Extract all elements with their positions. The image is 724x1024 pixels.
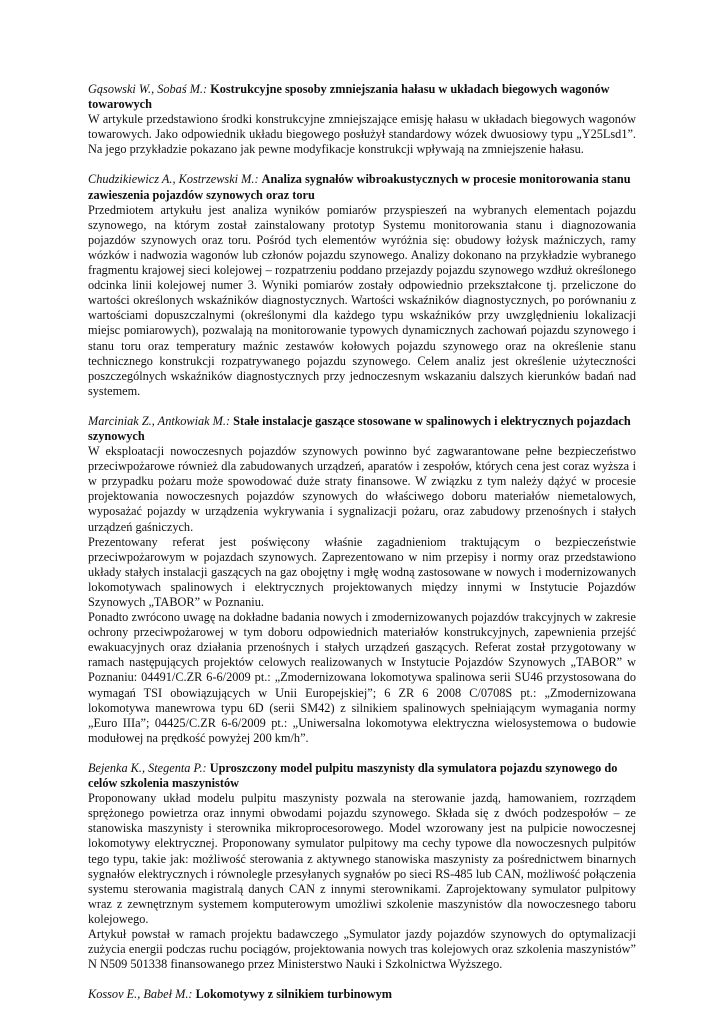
entry-paragraph: Prezentowany referat jest poświęcony właśnie zagadnieniom traktującym o bezpieczeństwie przeciwpożarowym w pojazdach szynowych. Zaprezentowano w nim przepisy i normy oraz przedstawiono układy stałych instalacji gaszących na gaz obojętny i mgłę wodną zastosowane w nowych i modernizowanych lokomotywach spalinowych i elektrycznych projektowanych między innymi w Instytucie Pojazdów Szynowych „TABOR” w Poznaniu. — [88, 534, 636, 609]
entry-heading — [88, 761, 636, 791]
entry-authors: Chudzikiewicz A., Kostrzewski M.: — [88, 172, 259, 187]
entry-title: Analiza sygnałów wibroakustycznych w procesie monitorowania stanu zawieszenia pojazdów szynowych oraz toru — [88, 172, 631, 202]
entry-paragraph: Ponadto zwrócono uwagę na dokładne badania nowych i zmodernizowanych pojazdów trakcyjnych w zakresie ochrony przeciwpożarowej w tym doboru odpowiednich materiałów konstrukcyjnych, zapewnienia przejść ewakuacyjnych oraz działania przenośnych i stałych urządzeń gaszących. Referat został przygotowany w ramach następujących projektów celowych realizowanych w Instytucie Pojazdów Szynowych „TABOR” w Poznaniu: 04491/C.ZR 6-6/2009 pt.: „Zmodernizowana lokomotywa spalinowa serii SU46 przystosowana do wymagań TSI obowiązujących w Unii Europejskiej”; 6 ZR 6 2008 C/0708S pt.: „Zmodernizowana lokomotywa manewrowa typu 6D (serii SM42) z silnikiem spalinowych spełniającym wymagania normy „Euro IIIa”; 04425/C.ZR 6-6/2009 pt.: „Uniwersalna lokomotywa elektryczna wielosystemowa o budowie modułowej na prędkość powyżej 200 km/h”. — [88, 610, 636, 745]
entry-authors: Marciniak Z., Antkowiak M.: — [88, 413, 231, 428]
entry-title: Uproszczony model pulpitu maszynisty dla symulatora pojazdu szynowego do celów szkolenia maszynistów — [88, 760, 618, 791]
entry-title: Lokomotywy z silnikiem turbinowym — [195, 987, 393, 1002]
entry-paragraph: Przedmiotem artykułu jest analiza wyników pomiarów przyspieszeń na wybranych elementach pojazdu szynowego, na którym został zainstalowany prototyp Systemu monitorowania stanu i diagnozowania pojazdów szynowych oraz toru. Pośród tych elementów wyróżnia się: obudowy łożysk maźniczych, ramy wózków i nadwozia wagonów lub członów pojazdu szynowego. Analizy dokonano na przykładzie wybranego fragmentu krajowej sieci kolejowej – rozpatrzeniu poddano przejazdy pojazdu szynowego wzdłuż określonego odcinka linii kolejowej numer 3. Wyniki pomiarów zostały odpowiednio przekształcone tj. przeliczone do wartości określonych wskaźników diagnostycznych. Wartości wskaźników diagnostycznych, po porównaniu z wartościami dopuszczalnymi (określonymi dla każdego typu wskaźników przy uwzględnieniu lokalizacji miejsc pomiarowych), pozwalają na monitorowanie typowych dynamicznych zachowań pojazdu szynowego i stanu toru oraz temperatury maźnic zestawów kołowych pojazdu szynowego oraz na określenie stanu technicznego konstrukcji rozpatrywanego pojazdu szynowego. Celem analiz jest określenie użyteczności poszczególnych wskaźników diagnostycznych przy jednoczesnym wskazaniu dalszych kierunków badań nad systemem. — [88, 202, 636, 398]
abstract-entry-3 — [88, 414, 636, 746]
document-page — [88, 82, 636, 1017]
abstract-entry-2 — [88, 172, 636, 398]
abstract-entry-4 — [88, 761, 636, 972]
entry-paragraph: W eksploatacji nowoczesnych pojazdów szynowych powinno być zagwarantowane pełne bezpieczeństwo przeciwpożarowe również dla zabudowanych urządzeń, aparatów i zespołów, których cena jest coraz wyższa i w przypadku pożaru może spowodować duże straty finansowe. W związku z tym należy dążyć w procesie projektowania nowoczesnych pojazdów szynowych do właściwego doboru materiałów niemetalowych, wyposażać pojazdy w urządzenia wykrywania i sygnalizacji pożaru, oraz zabudowy przenośnych i stałych urządzeń gaśniczych. — [88, 444, 636, 534]
abstract-entry-5 — [88, 987, 636, 1002]
entry-heading — [88, 172, 636, 202]
abstract-entry-1 — [88, 82, 636, 157]
entry-authors: Bejenka K., Stegenta P.: — [88, 760, 207, 775]
entry-heading — [88, 987, 636, 1002]
entry-title: Stałe instalacje gaszące stosowane w spalinowych i elektrycznych pojazdach szynowych — [88, 413, 631, 443]
entry-heading — [88, 414, 636, 444]
entry-authors: Gąsowski W., Sobaś M.: — [88, 82, 208, 96]
entry-heading — [88, 82, 636, 112]
entry-paragraph: Artykuł powstał w ramach projektu badawczego „Symulator jazdy pojazdów szynowych do optymalizacji zużycia energii podczas ruchu pociągów, projektowania nowych tras kolejowych oraz szkolenia maszynistów” N N509 501338 finansowanego przez Ministerstwo Nauki i Szkolnictwa Wyższego. — [88, 926, 636, 972]
entry-paragraph: W artykule przedstawiono środki konstrukcyjne zmniejszające emisję hałasu w układach biegowych wagonów towarowych. Jako odpowiednik układu biegowego posłużył standardowy wózek dwuosiowy typu „Y25Lsd1”. Na jego przykładzie pokazano jak pewne modyfikacje konstrukcji wpływają na zmniejszenie hałasu. — [88, 112, 636, 157]
entry-authors: Kossov E., Babeł M.: — [88, 987, 193, 1002]
entry-title: Kostrukcyjne sposoby zmniejszania hałasu w układach biegowych wagonów towarowych — [88, 82, 610, 112]
entry-paragraph: Proponowany układ modelu pulpitu maszynisty pozwala na sterowanie jazdą, hamowaniem, rozrządem sprężonego powietrza oraz innymi obwodami pojazdu szynowego. Składa się z dwóch podzespołów – ze stanowiska maszynisty i sterownika mikroprocesorowego. Model wzorowany jest na pulpicie nowoczesnej lokomotywy elektrycznej. Proponowany symulator pulpitowy ma cechy typowe dla nowoczesnych pulpitów tego typu, takie jak: możliwość sterowania z aktywnego stanowiska maszynisty za pośrednictwem binarnych sygnałów elektrycznych i równolegle przesyłanych sygnałów po sieci RS-485 lub CAN, możliwość połączenia systemu sterowania magistralą danych CAN z innymi sterownikami. Zaprojektowany symulator pulpitowy wraz z zewnętrznym systemem komputerowym umożliwi szkolenie maszynistów dla nowoczesnego taboru kolejowego. — [88, 791, 636, 926]
